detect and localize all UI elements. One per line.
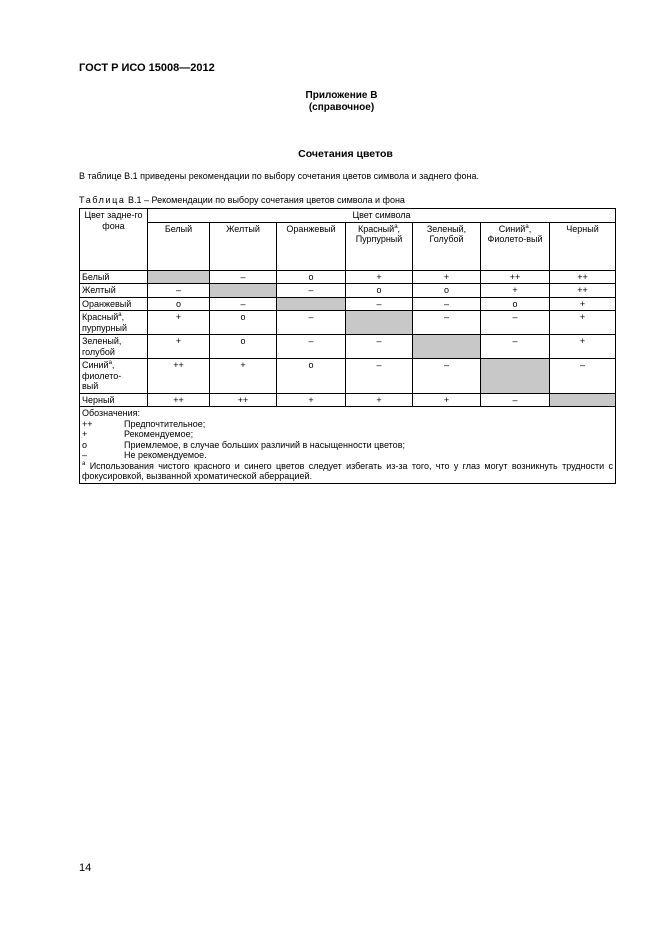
row-header: Черный — [80, 393, 148, 407]
table-row — [80, 335, 616, 359]
note-text: Предпочтительное; — [124, 418, 206, 429]
table-caption-text: В.1 – Рекомендации по выбору сочетания цветов символа и фона — [125, 195, 405, 205]
table-cell: o — [481, 297, 550, 311]
table-cell: + — [481, 284, 550, 298]
row-header: Желтый — [80, 284, 148, 298]
table-cell: – — [481, 393, 550, 407]
table-cell: + — [550, 297, 616, 311]
blocked-cell — [346, 311, 413, 335]
notes-row — [80, 407, 616, 484]
blocked-cell — [148, 270, 210, 284]
row-header: Оранжевый — [80, 297, 148, 311]
note-text: Не рекомендуемое. — [124, 450, 207, 460]
table-cell: o — [277, 359, 346, 394]
table-cell: – — [210, 270, 277, 284]
table-header-row-1 — [80, 209, 616, 223]
blocked-cell — [481, 359, 550, 394]
note-item — [82, 429, 613, 440]
col-header-green: Зеленый, Голубой — [413, 222, 481, 270]
table-cell: + — [413, 270, 481, 284]
footnote-mark: а — [118, 312, 122, 318]
table-row — [80, 284, 616, 298]
note-item — [82, 419, 613, 430]
note-text: Рекомендуемое; — [124, 429, 194, 439]
annex-subtitle: (справочное) — [308, 102, 375, 113]
table-cell: + — [210, 359, 277, 394]
note-symbol: – — [82, 450, 88, 460]
intro-paragraph: В таблице В.1 приведены рекомендации по выбору сочетания цветов символа и заднего фона. — [79, 171, 479, 181]
row-header: Зеленый, голубой — [80, 335, 148, 359]
table-cell: + — [346, 270, 413, 284]
table-row — [80, 297, 616, 311]
table-cell: – — [346, 359, 413, 394]
row-header: Белый — [80, 270, 148, 284]
note-text: Приемлемое, в случае больших различий в насыщенности цветов; — [124, 439, 405, 450]
blocked-cell — [413, 335, 481, 359]
table-cell: – — [277, 335, 346, 359]
page-number: 14 — [79, 862, 92, 874]
col-header-white: Белый — [148, 222, 210, 270]
table-cell: + — [277, 393, 346, 407]
table-cell: – — [277, 311, 346, 335]
footnote-mark: а — [82, 460, 86, 467]
table-footnote — [82, 461, 613, 482]
standard-code: ГОСТ Р ИСО 15008—2012 — [79, 62, 215, 74]
color-combination-table — [79, 208, 616, 484]
col-header-red: Красный$^а$, Пурпурный — [346, 222, 413, 270]
table-cell: + — [148, 335, 210, 359]
note-symbol: o — [82, 439, 88, 450]
note-item — [82, 440, 613, 451]
row-header: Красный$^а$, пурпурный — [80, 311, 148, 335]
annex-title: Приложение В — [305, 90, 378, 101]
section-title: Сочетания цветов — [298, 148, 393, 160]
table-cell: o — [413, 284, 481, 298]
footnote-mark: а — [108, 360, 112, 366]
table-cell: – — [413, 297, 481, 311]
note-symbol: ++ — [82, 418, 93, 429]
table-cell: + — [550, 335, 616, 359]
table-cell: – — [481, 335, 550, 359]
table-cell: + — [148, 311, 210, 335]
col-header-black: Черный — [550, 222, 616, 270]
table-cell: + — [346, 393, 413, 407]
group-header: Цвет символа — [148, 209, 616, 223]
blocked-cell — [550, 393, 616, 407]
table-cell: – — [413, 359, 481, 394]
table-cell: o — [210, 335, 277, 359]
table-row — [80, 393, 616, 407]
table-cell: ++ — [550, 284, 616, 298]
footnote-mark: а — [525, 223, 529, 230]
table-cell: – — [481, 311, 550, 335]
table-cell: o — [277, 270, 346, 284]
table-cell: – — [346, 335, 413, 359]
table-cell: + — [413, 393, 481, 407]
footnote-text: Использования чистого красного и синего цветов следует избегать из-за того, что у глаз могут возникнуть трудности с фокусировкой, вызванной хроматической аберрацией. — [82, 460, 614, 481]
table-cell: ++ — [210, 393, 277, 407]
table-cell: – — [277, 284, 346, 298]
col-header-orange: Оранжевый — [277, 222, 346, 270]
table-cell: + — [550, 311, 616, 335]
table-cell: – — [210, 297, 277, 311]
table-cell: ++ — [148, 393, 210, 407]
table-header-row-2 — [80, 222, 616, 270]
row-header: Синий$^а$, фиолето- вый — [80, 359, 148, 394]
notes-title: Обозначения: — [82, 408, 141, 418]
table-caption — [79, 195, 405, 205]
col-header-blue: Синий$^а$, Фиолето-вый — [481, 222, 550, 270]
footnote-mark: а — [394, 223, 398, 230]
table-row — [80, 359, 616, 394]
table-caption-label: Таблица — [79, 195, 126, 205]
note-symbol: + — [82, 429, 88, 439]
table-cell: o — [346, 284, 413, 298]
note-item — [82, 450, 613, 461]
corner-header: Цвет задне-го фона — [80, 209, 148, 271]
annex-heading — [0, 90, 661, 114]
blocked-cell — [210, 284, 277, 298]
table-row — [80, 270, 616, 284]
col-header-yellow: Желтый — [210, 222, 277, 270]
table-cell: – — [346, 297, 413, 311]
table-row — [80, 311, 616, 335]
notes-cell — [80, 407, 616, 484]
table-cell: ++ — [550, 270, 616, 284]
table-cell: o — [210, 311, 277, 335]
table-cell: – — [550, 359, 616, 394]
table-cell: – — [413, 311, 481, 335]
table-cell: ++ — [481, 270, 550, 284]
table-cell: ++ — [148, 359, 210, 394]
table-cell: o — [148, 297, 210, 311]
blocked-cell — [277, 297, 346, 311]
table-cell: – — [148, 284, 210, 298]
